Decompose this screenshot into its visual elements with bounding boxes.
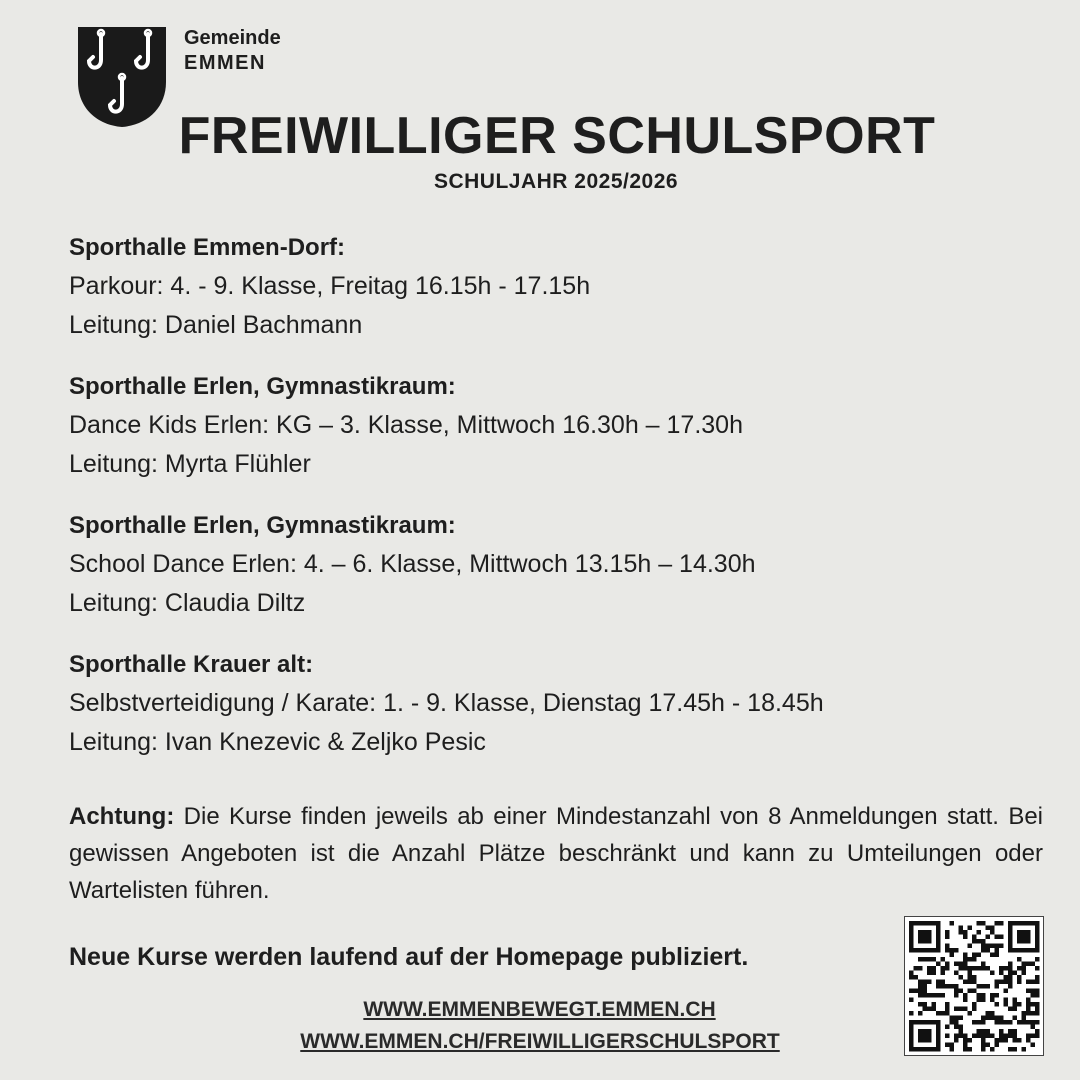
course-details: Selbstverteidigung / Karate: 1. - 9. Klasse, Dienstag 17.45h - 18.45h [69, 689, 824, 717]
municipality-name [184, 26, 281, 76]
qr-code-icon[interactable] [904, 916, 1044, 1056]
announcement-text: Neue Kurse werden laufend auf der Homepage publiziert. [69, 943, 749, 971]
course-list [69, 228, 1049, 784]
municipality-name-emmen: EMMEN [184, 52, 266, 74]
attention-note [69, 798, 1043, 909]
municipality-label: Gemeinde [184, 27, 281, 49]
course-details: Parkour: 4. - 9. Klasse, Freitag 16.15h - 17.15h [69, 272, 591, 300]
course-leader: Leitung: Claudia Diltz [69, 589, 306, 617]
venue-title: Sporthalle Emmen-Dorf: [69, 234, 346, 261]
course-leader: Leitung: Myrta Flühler [69, 450, 311, 478]
course-section [69, 645, 1049, 762]
attention-text: Die Kurse finden jeweils ab einer Mindestanzahl von 8 Anmeldungen statt. Bei gewissen Angeboten ist die Anzahl Plätze beschränkt und kann zu Umteilungen oder Wartelisten führen. [69, 803, 1044, 904]
page-title: FREIWILLIGER SCHULSPORT [178, 107, 936, 165]
attention-label: Achtung: [69, 803, 175, 830]
venue-title: Sporthalle Erlen, Gymnastikraum: [69, 373, 456, 400]
course-leader: Leitung: Ivan Knezevic & Zeljko Pesic [69, 728, 486, 756]
course-leader: Leitung: Daniel Bachmann [69, 311, 363, 339]
course-section [69, 506, 1049, 623]
page-subtitle: SCHULJAHR 2025/2026 [433, 170, 679, 193]
course-section [69, 367, 1049, 484]
link-freiwilliger-schulsport[interactable]: WWW.EMMEN.CH/FREIWILLIGERSCHULSPORT [300, 1030, 780, 1053]
venue-title: Sporthalle Erlen, Gymnastikraum: [69, 512, 456, 539]
link-emmenbewegt[interactable]: WWW.EMMENBEWEGT.EMMEN.CH [363, 998, 716, 1021]
course-details: School Dance Erlen: 4. – 6. Klasse, Mittwoch 13.15h – 14.30h [69, 550, 756, 578]
venue-title: Sporthalle Krauer alt: [69, 651, 314, 678]
course-details: Dance Kids Erlen: KG – 3. Klasse, Mittwoch 16.30h – 17.30h [69, 411, 743, 439]
qr-code-graphic [905, 917, 1043, 1055]
course-section [69, 228, 1049, 345]
